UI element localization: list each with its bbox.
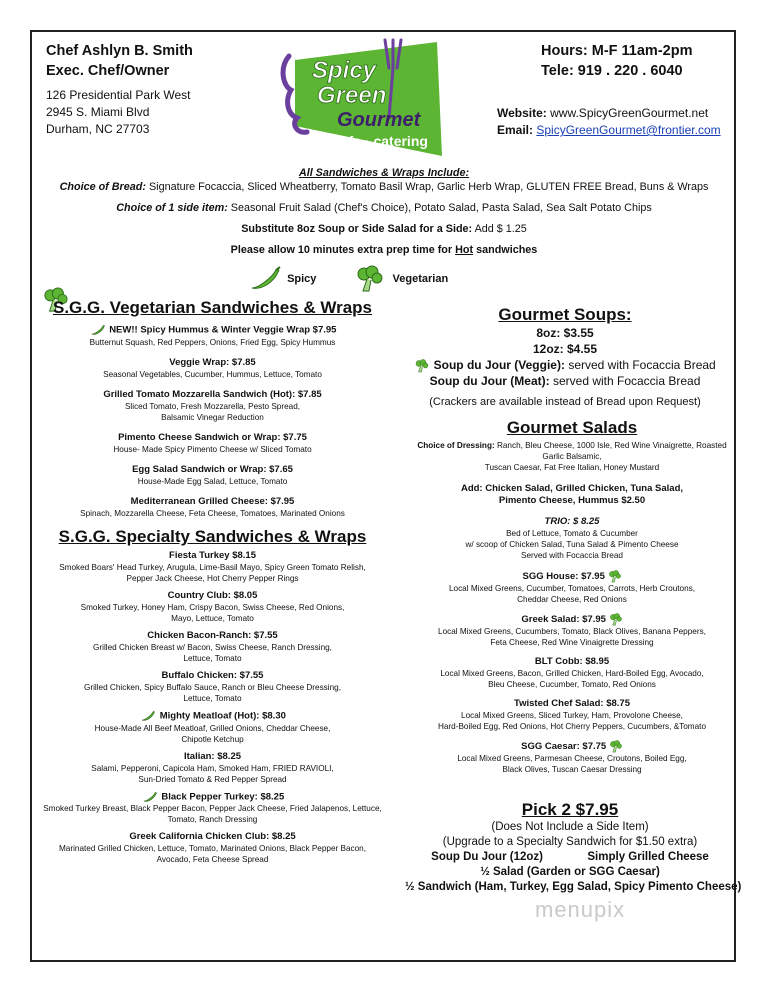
vegetarian-broccoli-icon: [609, 740, 623, 753]
menu-item: [40, 324, 385, 348]
menu-item-name: Black Pepper Turkey: $8.25: [161, 791, 285, 803]
logo-tagline: cafe · catering: [333, 133, 428, 149]
vegetarian-section-title: S.G.G. Vegetarian Sandwiches & Wraps: [52, 298, 372, 317]
soup-veggie-desc: served with Focaccia Bread: [568, 358, 716, 372]
logo-graphic: [277, 38, 449, 158]
email-label: Email:: [497, 123, 534, 137]
menu-item-description: Mayo, Lettuce, Tomato: [171, 614, 254, 623]
menu-item: [40, 710, 385, 745]
soup-size-12oz: 12oz: $4.55: [532, 342, 598, 356]
menu-item-description: Smoked Turkey, Honey Ham, Crispy Bacon, Swiss Cheese, Red Onions,: [80, 603, 345, 612]
hours-contact: [541, 41, 692, 81]
specialty-section: [40, 527, 385, 871]
menu-item-description: House- Made Spicy Pimento Cheese w/ Sliced Tomato: [113, 444, 312, 454]
legend-vegetarian: Vegetarian: [392, 272, 449, 285]
bread-options: Signature Focaccia, Sliced Wheatberry, Tomato Basil Wrap, Garlic Herb Wrap, GLUTEN FREE Bread, Buns & Wraps: [148, 181, 709, 193]
menu-item-description: Seasonal Vegetables, Cucumber, Hummus, Lettuce, Tomato: [103, 369, 322, 379]
address-line-3: Durham, NC 27703: [46, 122, 150, 136]
vegetarian-section: [40, 298, 385, 528]
menu-item-name: Mediterranean Grilled Cheese: $7.95: [130, 495, 295, 507]
menu-item-description: Avocado, Feta Cheese Spread: [156, 855, 269, 865]
menu-item-description: Local Mixed Greens, Bacon, Grilled Chicken, Hard-Boiled Egg, Avocado,: [440, 669, 704, 679]
soup-meat-desc: served with Focaccia Bread: [552, 374, 701, 388]
menu-item: [40, 389, 385, 423]
menu-item-name: Twisted Chef Salad: $8.75: [514, 698, 630, 710]
menu-item-description: Grilled Chicken Breast w/ Bacon, Swiss Cheese, Ranch Dressing,: [93, 643, 332, 652]
pick-2-note-1: (Does Not Include a Side Item): [491, 821, 649, 833]
pick-2-option-grilled-cheese: Simply Grilled Cheese: [587, 851, 709, 863]
menu-item: [412, 656, 732, 690]
salad-add-ons: Add: Chicken Salad, Grilled Chicken, Tuna Salad,: [460, 483, 684, 494]
legend-spicy: Spicy: [287, 272, 317, 285]
specialty-section-title: S.G.G. Specialty Sandwiches & Wraps: [58, 527, 367, 546]
menu-item-description: Smoked Boars' Head Turkey, Arugula, Lime-Basil Mayo, Spicy Green Tomato Relish,: [59, 563, 366, 572]
menu-item-description: Local Mixed Greens, Cucumbers, Tomato, Black Olives, Banana Peppers,: [438, 627, 706, 637]
menu-item-name: SGG Caesar: $7.75: [521, 741, 607, 753]
menu-item: [40, 432, 385, 455]
menu-item: [412, 570, 732, 605]
menu-item-description: Lettuce, Tomato: [183, 694, 242, 703]
menu-item-description: Pepper Jack Cheese, Hot Cherry Pepper Rings: [126, 574, 299, 583]
trio-desc-3: Served with Focaccia Bread: [521, 551, 623, 560]
soup-size-8oz: 8oz: $3.55: [536, 326, 594, 340]
dressing-options: Ranch, Bleu Cheese, 1000 Isle, Red Wine Vinaigrette, Roasted Garlic Balsamic,: [496, 441, 727, 461]
menu-item: [412, 740, 732, 775]
menu-item: [40, 751, 385, 785]
menu-item-name: Egg Salad Sandwich or Wrap: $7.65: [132, 463, 293, 475]
menu-item-description: House-Made All Beef Meatloaf, Grilled Onions, Cheddar Cheese,: [94, 723, 331, 733]
menu-item-name: Mighty Meatloaf (Hot): $8.30: [159, 710, 286, 722]
legend: [248, 265, 448, 293]
vegetarian-broccoli-icon: [608, 570, 622, 583]
menu-item-description: Smoked Turkey Breast, Black Pepper Bacon, Pepper Jack Cheese, Fried Jalapenos, Lettuce,: [43, 804, 382, 814]
menu-item: [40, 670, 385, 704]
menu-item-description: Hard-Boiled Egg, Red Onions, Hot Cherry Peppers, Cucumbers, &Tomato: [437, 722, 707, 732]
menu-item-name: Pimento Cheese Sandwich or Wrap: $7.75: [118, 431, 307, 443]
menu-item-description: House-Made Egg Salad, Lettuce, Tomato: [137, 476, 288, 486]
menu-item-name: BLT Cobb: $8.95: [534, 656, 610, 668]
soup-meat-label: Soup du Jour (Meat):: [429, 374, 550, 388]
menu-item-description: Black Olives, Tuscan Caesar Dressing: [502, 765, 642, 775]
vegetarian-broccoli-icon: [414, 359, 430, 373]
substitute-label: Substitute 8oz Soup or Side Salad for a Side:: [241, 223, 473, 235]
trio-desc-1: Bed of Lettuce, Tomato & Cucumber: [506, 529, 638, 538]
substitute-price: Add $ 1.25: [474, 223, 527, 235]
email-link[interactable]: SpicyGreenGourmet@frontier.com: [536, 123, 721, 137]
menu-item-name: Italian: $8.25: [183, 750, 242, 762]
menu-item-description: Balsamic Vinegar Reduction: [161, 412, 264, 422]
menu-item-name: Grilled Tomato Mozzarella Sandwich (Hot): $7.85: [103, 388, 322, 400]
menu-item-name: SGG House: $7.95: [522, 571, 605, 583]
menu-item: [40, 630, 385, 664]
menu-item-description: Local Mixed Greens, Sliced Turkey, Ham, Provolone Cheese,: [461, 711, 683, 721]
menu-item-description: Cheddar Cheese, Red Onions: [517, 595, 627, 605]
pick-2-section: [405, 800, 742, 895]
menu-item: [40, 357, 385, 380]
dressing-label: Choice of Dressing:: [417, 441, 495, 450]
side-options: Seasonal Fruit Salad (Chef's Choice), Potato Salad, Pasta Salad, Sea Salt Potato Chips: [230, 202, 652, 214]
trio-name: TRIO: $ 8.25: [544, 516, 600, 527]
prep-hot: Hot: [455, 244, 474, 256]
menu-item-description: Salami, Pepperoni, Capicola Ham, Smoked Ham, FRIED RAVIOLI,: [91, 763, 334, 773]
menu-item-name: Greek California Chicken Club: $8.25: [129, 831, 296, 843]
website-label: Website:: [497, 106, 547, 120]
menu-item-description: Bleu Cheese, Cucumber, Tomato, Red Onions: [488, 680, 656, 690]
chef-info: [46, 41, 193, 138]
pick-2-option-sandwich: ½ Sandwich (Ham, Turkey, Egg Salad, Spicy Pimento Cheese): [405, 881, 742, 893]
soups-section: [400, 305, 730, 410]
logo-word-green: Green: [317, 82, 387, 109]
logo-word-spicy: Spicy: [312, 57, 377, 84]
address-line-2: 2945 S. Miami Blvd: [46, 105, 150, 119]
menu-item-name: NEW!! Spicy Hummus & Winter Veggie Wrap $7.95: [109, 324, 337, 336]
web-contact: [497, 105, 721, 139]
menu-item: [40, 464, 385, 487]
menu-item-description: Lettuce, Tomato: [183, 654, 242, 663]
menu-item-description: Spinach, Mozzarella Cheese, Feta Cheese, Tomatoes, Marinated Onions: [80, 508, 345, 518]
menu-item: [412, 613, 732, 648]
menu-item-name: Veggie Wrap: $7.85: [169, 356, 256, 368]
side-label: Choice of 1 side item:: [116, 202, 228, 214]
menu-item-name: Chicken Bacon-Ranch: $7.55: [147, 630, 278, 641]
menu-item: [40, 550, 385, 584]
menu-item-description: Marinated Grilled Chicken, Lettuce, Tomato, Marinated Onions, Black Pepper Bacon,: [58, 844, 367, 854]
chef-name: Chef Ashlyn B. Smith: [46, 43, 193, 59]
prep-note-end: sandwiches: [476, 244, 538, 256]
soup-note: (Crackers are available instead of Bread upon Request): [429, 396, 701, 408]
includes-title: All Sandwiches & Wraps Include:: [298, 167, 470, 179]
menu-item: [40, 791, 385, 826]
spicy-green-gourmet-logo: [277, 38, 449, 158]
menu-item-description: Tomato, Ranch Dressing: [167, 815, 258, 825]
phone: Tele: 919 . 220 . 6040: [541, 63, 683, 79]
spicy-pepper-icon: [89, 324, 107, 336]
trio-desc-2: w/ scoop of Chicken Salad, Tuna Salad & Pimento Cheese: [465, 540, 679, 549]
menu-item-description: Feta Cheese, Red Wine Vinaigrette Dressing: [490, 638, 654, 648]
menu-item-name: Fiesta Turkey $8.15: [169, 550, 256, 561]
pick-2-option-soup: Soup Du Jour (12oz): [431, 851, 543, 863]
menu-item: [40, 496, 385, 519]
prep-note: Please allow 10 minutes extra prep time for: [230, 244, 453, 256]
spicy-pepper-icon: [248, 266, 282, 292]
chef-title: Exec. Chef/Owner: [46, 63, 170, 79]
menu-item-description: Sliced Tomato, Fresh Mozzarella, Pesto Spread,: [124, 401, 301, 411]
bread-label: Choice of Bread:: [59, 181, 146, 193]
pick-2-option-salad: ½ Salad (Garden or SGG Caesar): [480, 866, 660, 878]
menu-item-description: Butternut Squash, Red Peppers, Onions, Fried Egg, Spicy Hummus: [89, 337, 336, 347]
menu-item-name: Buffalo Chicken: $7.55: [161, 670, 264, 681]
spicy-pepper-icon: [141, 791, 159, 803]
menu-item-description: Grilled Chicken, Spicy Buffalo Sauce, Ranch or Bleu Cheese Dressing,: [84, 683, 341, 692]
menu-item: [40, 831, 385, 865]
menu-item-description: Chipotle Ketchup: [181, 734, 244, 744]
soup-veggie-label: Soup du Jour (Veggie):: [433, 358, 565, 372]
website[interactable]: www.SpicyGreenGourmet.net: [550, 106, 709, 120]
vegetarian-broccoli-icon: [609, 613, 623, 626]
menu-item-name: Country Club: $8.05: [167, 590, 258, 601]
address-line-1: 126 Presidential Park West: [46, 88, 191, 102]
menu-item: [40, 590, 385, 624]
vegetarian-broccoli-icon: [355, 265, 385, 293]
spicy-pepper-icon: [139, 710, 157, 722]
includes-section: [34, 166, 734, 257]
salads-title: Gourmet Salads: [506, 418, 638, 437]
menupix-watermark: menupix: [535, 897, 626, 922]
dressing-options-2: Tuscan Caesar, Fat Free Italian, Honey Mustard: [484, 463, 660, 472]
salads-section: [412, 418, 732, 783]
salad-add-ons-price: Pimento Cheese, Hummus $2.50: [498, 495, 646, 506]
hours: Hours: M-F 11am-2pm: [541, 43, 693, 59]
pick-2-title: Pick 2 $7.95: [521, 800, 619, 819]
soups-title: Gourmet Soups:: [498, 305, 632, 324]
menu-item-description: Sun-Dried Tomato & Red Pepper Spread: [138, 774, 287, 784]
menu-item: [412, 698, 732, 732]
menu-item-description: Local Mixed Greens, Cucumber, Tomatoes, Carrots, Herb Croutons,: [448, 584, 696, 594]
menu-item-description: Local Mixed Greens, Parmesan Cheese, Croutons, Boiled Egg,: [457, 754, 687, 764]
menu-item-name: Greek Salad: $7.95: [521, 614, 606, 626]
logo-word-gourmet: Gourmet: [337, 109, 421, 131]
pick-2-note-2: (Upgrade to a Specialty Sandwich for $1.50 extra): [442, 836, 698, 848]
